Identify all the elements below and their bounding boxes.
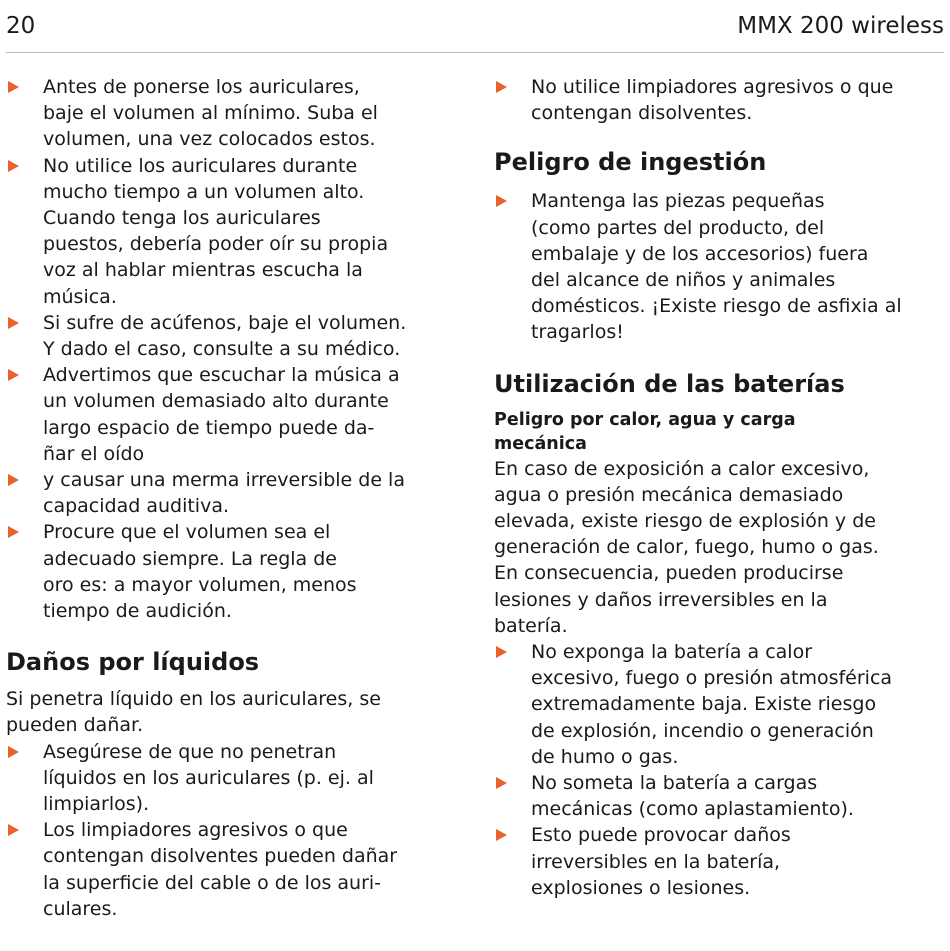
list-item-text: Si sufre de acúfenos, baje el volumen. Y dado el caso, consulte a su médico. xyxy=(43,311,407,361)
bullet-arrow-icon xyxy=(8,317,19,329)
list-item-text: Mantenga las piezas pequeñas (como partes del producto, del embalaje y de los accesorios) fuera del alcance de niños y animales domésticos. ¡Existe riesgo de asfixia al tragarlos! xyxy=(531,190,902,344)
battery-paragraph: En caso de exposición a calor excesivo, agua o presión mecánica demasiado elevada, existe riesgo de explosión y de generación de calor, fuego, humo o gas. En consecuencia, pueden producirse lesiones y daños irreversibles en la batería. xyxy=(494,457,879,637)
list-item-text: Antes de ponerse los auriculares, baje el volumen al mínimo. Suba el volumen, una vez colocados estos. xyxy=(43,76,378,151)
list-item xyxy=(494,188,946,345)
bullet-arrow-icon xyxy=(496,195,507,207)
bullet-arrow-icon xyxy=(8,369,19,381)
liquid-intro-text: Si penetra líquido en los auriculares, se pueden dañar. xyxy=(6,688,381,737)
ingestion-bullet-list xyxy=(494,188,946,345)
liquid-damage-heading: Daños por líquidos xyxy=(6,648,260,677)
ingestion-heading: Peligro de ingestión xyxy=(494,148,767,177)
bullet-arrow-icon xyxy=(8,81,19,93)
bullet-arrow-icon xyxy=(8,824,19,836)
header-title: MMX 200 wireless xyxy=(737,13,944,39)
list-item-text: No exponga la batería a calor excesivo, fuego o presión atmosférica extremadamente baja. Existe riesgo de explosión, incendio o generación de humo o gas. xyxy=(531,641,893,768)
list-item-text: Los limpiadores agresivos o que contengan disolventes pueden dañar la superficie del cable o de los auri- culares. xyxy=(43,819,398,920)
right-column xyxy=(494,74,946,901)
list-item xyxy=(6,74,458,153)
bullet-arrow-icon xyxy=(496,777,507,789)
list-item xyxy=(6,739,458,818)
volume-bullet-list xyxy=(6,74,458,624)
header-rule xyxy=(6,52,944,53)
list-item-text: Esto puede provocar daños irreversibles en la batería, explosiones o lesiones. xyxy=(531,824,791,899)
list-item xyxy=(494,74,946,126)
left-column xyxy=(6,74,458,922)
bullet-arrow-icon xyxy=(8,526,19,538)
list-item-text: Asegúrese de que no penetran líquidos en los auriculares (p. ej. al limpiarlos). xyxy=(43,740,374,816)
list-item xyxy=(494,639,946,770)
battery-heading: Utilización de las baterías xyxy=(494,369,845,398)
list-item-text: Procure que el volumen sea el adecuado siempre. La regla de oro es: a mayor volumen, menos tiempo de audición. xyxy=(43,521,357,623)
bullet-arrow-icon xyxy=(8,160,19,172)
list-item xyxy=(6,817,458,922)
bullet-arrow-icon xyxy=(496,829,507,841)
bullet-arrow-icon xyxy=(8,746,19,758)
list-item xyxy=(6,519,458,624)
page-number: 20 xyxy=(6,13,36,39)
list-item xyxy=(6,153,458,310)
list-item xyxy=(6,310,458,362)
list-item xyxy=(494,770,946,822)
list-item xyxy=(494,822,946,901)
battery-subheading: Peligro por calor, agua y carga mecánica xyxy=(494,409,796,454)
bullet-arrow-icon xyxy=(496,81,507,93)
list-item-text: No utilice los auriculares durante mucho tiempo a un volumen alto. Cuando tenga los auriculares puestos, debería poder oír su propia voz al hablar mientras escucha la música. xyxy=(43,154,389,308)
list-item xyxy=(6,362,458,467)
cleaning-bullet-list xyxy=(494,74,946,126)
list-item-text: No someta la batería a cargas mecánicas (como aplastamiento). xyxy=(531,772,854,821)
list-item-text: No utilice limpiadores agresivos o que contengan disolventes. xyxy=(531,76,894,125)
bullet-arrow-icon xyxy=(496,646,507,658)
list-item-text: y causar una merma irreversible de la capacidad auditiva. xyxy=(43,469,405,518)
list-item-text: Advertimos que escuchar la música a un volumen demasiado alto durante largo espacio de tiempo puede da- ñar el oído xyxy=(43,364,400,465)
bullet-arrow-icon xyxy=(8,474,19,486)
list-item xyxy=(6,467,458,519)
liquid-bullet-list xyxy=(6,739,458,922)
battery-bullet-list xyxy=(494,639,946,901)
